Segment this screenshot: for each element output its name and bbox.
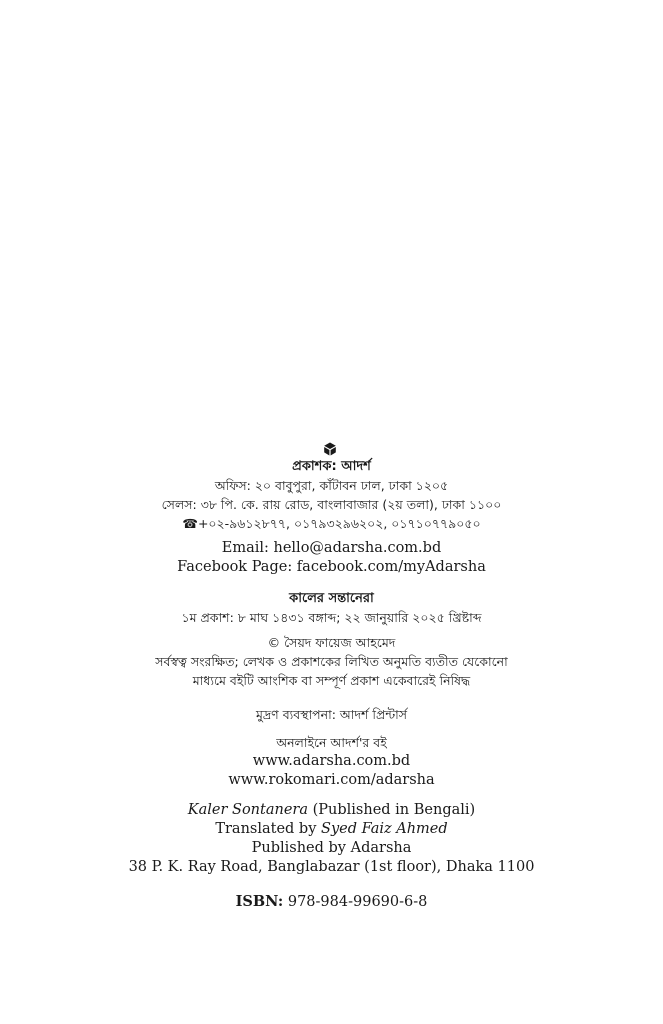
translator-line [0,820,663,839]
printing-block [0,705,663,724]
isbn-block [0,892,663,912]
english-address-line: 38 P. K. Ray Road, Banglabazar (1st floor), Dhaka 1100 [128,859,535,875]
published-by-line: Published by Adarsha [251,840,412,856]
publisher-block [0,457,663,533]
website-adarsha: www.adarsha.com.bd [252,753,411,769]
copyright-holder: © সৈয়দ ফায়েজ আহমেদ [267,635,396,650]
online-block [0,733,663,790]
translated-prefix: Translated by [215,821,322,837]
isbn-line [0,892,663,912]
english-title: Kaler Sontanera [187,802,308,818]
english-title-line [0,801,663,820]
website-rokomari: www.rokomari.com/adarsha [228,772,435,788]
online-heading: অনলাইনে আদর্শ'র বই [276,735,387,750]
sales-address: সেলস: ৩৮ পি. কে. রায় রোড, বাংলাবাজার (২য় তলা), ঢাকা ১১০০ [161,497,502,512]
book-block [0,589,663,627]
email-line: Email: hello@adarsha.com.bd [221,540,442,556]
english-block [0,801,663,877]
rights-line-2: মাধ্যমে বইটি আংশিক বা সম্পূর্ণ প্রকাশ একেবারেই নিষিদ্ধ [192,673,471,688]
phone-numbers: ☎+০২-৯৬১২৮৭৭, ০১৭৯৩২৯৬২০২, ০১৭১০৭৭৯০৫০ [182,516,481,531]
english-title-suffix: (Published in Bengali) [308,802,476,818]
facebook-line: Facebook Page: facebook.com/myAdarsha [177,559,486,575]
office-address: অফিস: ২০ বাবুপুরা, কাঁটাবন ঢাল, ঢাকা ১২০৫ [214,478,449,493]
contact-block [0,539,663,577]
copyright-block [0,633,663,690]
book-title: কালের সন্তানেরা [289,591,374,606]
isbn-label: ISBN: [235,893,284,910]
publisher-title: প্রকাশক: আদর্শ [292,459,371,474]
edition-line: ১ম প্রকাশ: ৮ মাঘ ১৪৩১ বঙ্গাব্দ; ২২ জানুয়ারি ২০২৫ খ্রিষ্টাব্দ [181,610,482,625]
isbn-value: 978-984-99690-6-8 [283,894,428,910]
adarsha-logo-icon [323,442,337,456]
printing-line: মুদ্রণ ব্যবস্থাপনা: আদর্শ প্রিন্টার্স [255,707,408,722]
translator-name: Syed Faiz Ahmed [321,821,448,837]
rights-line-1: সর্বস্বত্ব সংরক্ষিত; লেখক ও প্রকাশকের লিখিত অনুমতি ব্যতীত যেকোনো [155,654,508,669]
